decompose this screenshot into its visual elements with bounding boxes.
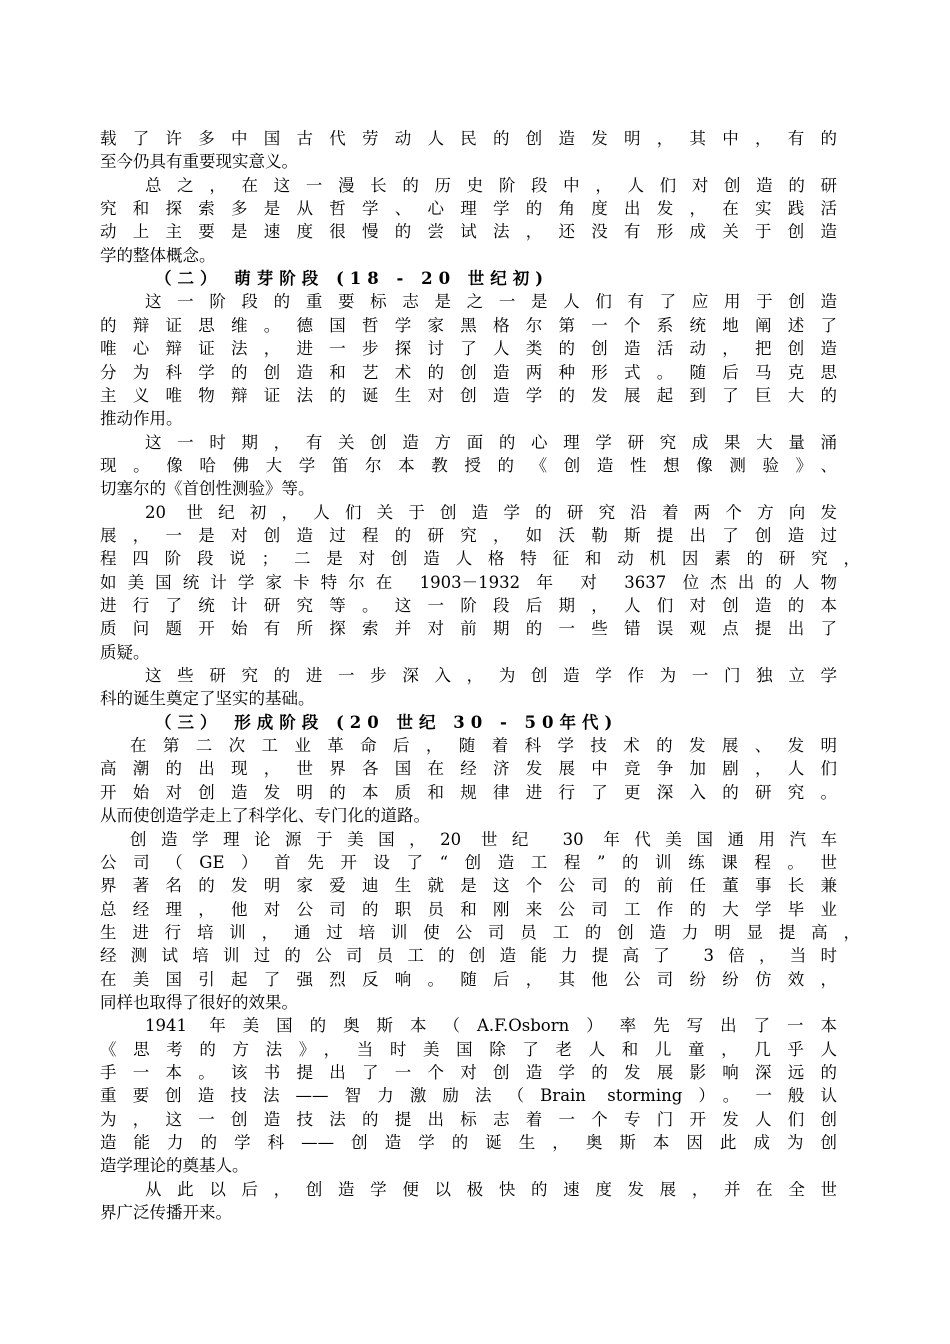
body-text-line: 主义唯物辩证法的诞生对创造学的发展起到了巨大的 xyxy=(100,386,837,405)
body-text-line: 同样也取得了很好的效果。 xyxy=(100,993,298,1012)
body-text-line: 在美国引起了强烈反响。随后，其他公司纷纷仿效， xyxy=(100,970,837,989)
body-text-line: 切塞尔的《首创性测验》等。 xyxy=(100,479,315,498)
body-text-line: 展，一是对创造过程的研究，如沃勒斯提出了创造过 xyxy=(100,526,837,545)
body-text-line: 至今仍具有重要现实意义。 xyxy=(100,152,298,171)
body-text-line: 动上主要是速度很慢的尝试法，还没有形成关于创造 xyxy=(100,222,837,241)
body-text-line: 经测试培训过的公司员工的创造能力提高了 3倍，当时 xyxy=(100,946,837,965)
body-text-line: 1941 年美国的奥斯本（A.F.Osborn）率先写出了一本 xyxy=(145,1016,837,1035)
body-text-line: 界著名的发明家爱迪生就是这个公司的前任董事长兼 xyxy=(100,876,837,895)
body-text-line: 高潮的出现，世界各国在经济发展中竞争加剧，人们 xyxy=(100,759,837,778)
body-text-line: 载了许多中国古代劳动人民的创造发明，其中，有的 xyxy=(100,129,837,148)
section-heading: （三） 形成阶段 (20 世纪 30 - 50年代) xyxy=(155,713,619,732)
body-text-line: 造学理论的奠基人。 xyxy=(100,1156,249,1175)
body-text-line: 总之，在这一漫长的历史阶段中，人们对创造的研 xyxy=(145,176,837,195)
body-text-line: 分为科学的创造和艺术的创造两种形式。随后马克思 xyxy=(100,363,837,382)
body-text-line: 现。像哈佛大学笛尔本教授的《创造性想像测验》、 xyxy=(100,456,837,475)
body-text-line: 造能力的学科——创造学的诞生，奥斯本因此成为创 xyxy=(100,1133,837,1152)
body-text-line: 总经理，他对公司的职员和刚来公司工作的大学毕业 xyxy=(100,900,837,919)
body-text-line: 科的诞生奠定了坚实的基础。 xyxy=(100,689,315,708)
body-text-line: 程四阶段说；二是对创造人格特征和动机因素的研究， xyxy=(100,549,860,568)
body-text-line: 这一时期，有关创造方面的心理学研究成果大量涌 xyxy=(145,433,837,452)
body-text-line: 为，这一创造技法的提出标志着一个专门开发人们创 xyxy=(100,1110,837,1129)
body-text-line: 界广泛传播开来。 xyxy=(100,1203,232,1222)
body-text-line: 公司（GE）首先开设了“创造工程”的训练课程。世 xyxy=(100,853,837,872)
section-heading: （二） 萌芽阶段 (18 - 20 世纪初) xyxy=(155,269,550,288)
body-text-line: 手一本。该书提出了一个对创造学的发展影响深远的 xyxy=(100,1063,837,1082)
body-text-line: 在第二次工业革命后，随着科学技术的发展、发明 xyxy=(130,736,837,755)
body-text-line: 唯心辩证法，进一步探讨了人类的创造活动，把创造 xyxy=(100,339,837,358)
body-text-line: 推动作用。 xyxy=(100,409,183,428)
body-text-line: 学的整体概念。 xyxy=(100,246,216,265)
body-text-line: 从此以后，创造学便以极快的速度发展，并在全世 xyxy=(145,1180,837,1199)
body-text-line: 《思考的方法》，当时美国除了老人和儿童，几乎人 xyxy=(100,1040,837,1059)
body-text-line: 质问题开始有所探索并对前期的一些错误观点提出了 xyxy=(100,619,837,638)
body-text-line: 从而使创造学走上了科学化、专门化的道路。 xyxy=(100,806,430,825)
body-text-line: 这些研究的进一步深入，为创造学作为一门独立学 xyxy=(145,666,837,685)
body-text-line: 如美国统计学家卡特尔在 1903－1932 年 对 3637 位杰出的人物 xyxy=(100,573,837,592)
body-text-line: 开始对创造发明的本质和规律进行了更深入的研究。 xyxy=(100,783,837,802)
body-text-line: 重要创造技法——智力激励法（Brain storming）。一般认 xyxy=(100,1086,837,1105)
body-text-line: 生进行培训，通过培训使公司员工的创造力明显提高， xyxy=(100,923,860,942)
body-text-line: 进行了统计研究等。这一阶段后期，人们对创造的本 xyxy=(100,596,837,615)
body-text-line: 这一阶段的重要标志是之一是人们有了应用于创造 xyxy=(145,292,837,311)
body-text-line: 创造学理论源于美国，20 世纪 30 年代美国通用汽车 xyxy=(130,830,837,849)
body-text-line: 究和探索多是从哲学、心理学的角度出发，在实践活 xyxy=(100,199,837,218)
body-text-line: 质疑。 xyxy=(100,643,150,662)
body-text-line: 20 世纪初，人们关于创造学的研究沿着两个方向发 xyxy=(145,503,837,522)
body-text-line: 的辩证思维。德国哲学家黑格尔第一个系统地阐述了 xyxy=(100,316,837,335)
